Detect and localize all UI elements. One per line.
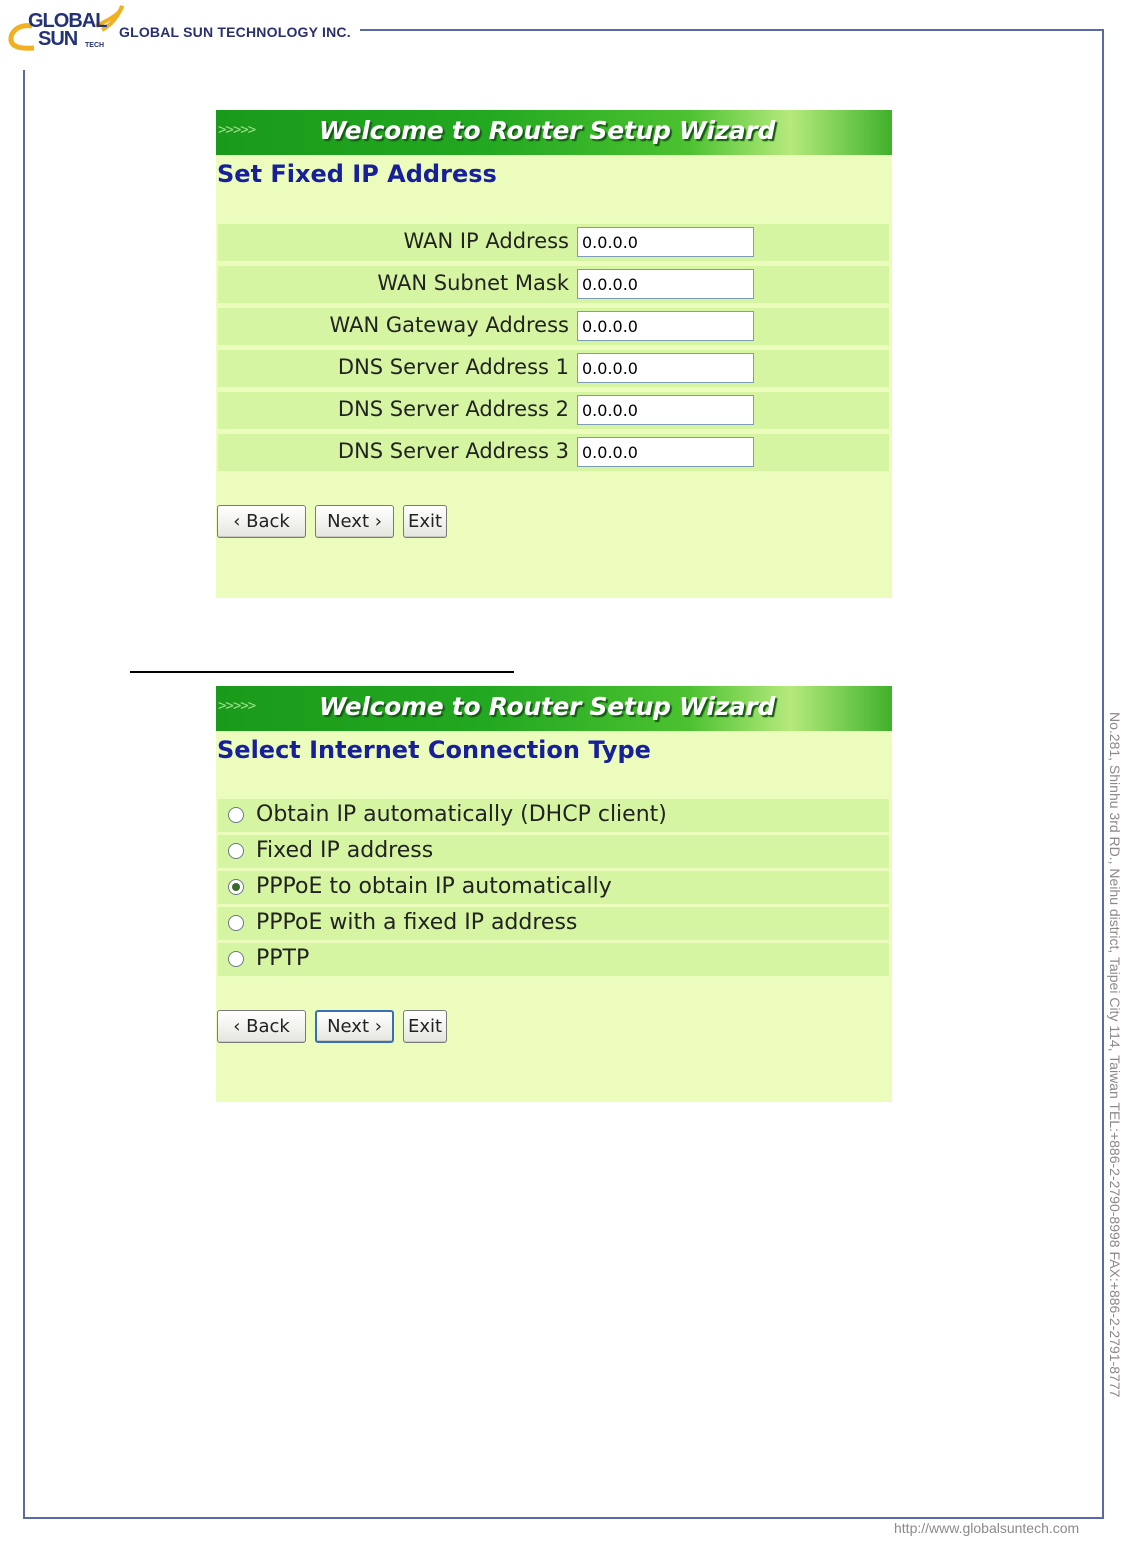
wizard-connection-type-panel xyxy=(216,686,892,1102)
dns1-input[interactable] xyxy=(577,353,754,383)
logo-line2: SUN xyxy=(38,28,78,50)
next-button[interactable]: Next › xyxy=(315,505,394,538)
frame-bottom-line xyxy=(23,1517,1104,1519)
option-pppoe-fixed[interactable] xyxy=(218,907,889,940)
dns3-input[interactable] xyxy=(577,437,754,467)
option-fixed-ip-label: Fixed IP address xyxy=(256,838,434,863)
logo-tag: TECH xyxy=(85,42,105,49)
wizard-banner xyxy=(216,110,892,155)
dns1-label: DNS Server Address 1 xyxy=(337,355,569,379)
back-button[interactable]: ‹ Back xyxy=(217,1010,306,1043)
wan-gateway-input[interactable] xyxy=(577,311,754,341)
banner-title: Welcome to Router Setup Wizard xyxy=(319,692,776,721)
frame-left-line xyxy=(23,70,25,1519)
banner-arrows-icon: >>>>> xyxy=(218,698,256,714)
radio-pptp[interactable] xyxy=(228,951,244,967)
section-separator xyxy=(130,671,514,673)
radio-dhcp[interactable] xyxy=(228,807,244,823)
field-row-dns3 xyxy=(218,434,889,471)
banner-title: Welcome to Router Setup Wizard xyxy=(319,116,776,145)
option-pppoe-auto[interactable] xyxy=(218,871,889,904)
section-title: Set Fixed IP Address xyxy=(217,160,497,188)
field-row-wan-ip xyxy=(218,224,889,261)
radio-fixed-ip[interactable] xyxy=(228,843,244,859)
option-pppoe-fixed-label: PPPoE with a fixed IP address xyxy=(256,910,578,935)
next-button[interactable]: Next › xyxy=(315,1010,394,1043)
option-pptp-label: PPTP xyxy=(256,946,310,971)
back-button[interactable]: ‹ Back xyxy=(217,505,306,538)
logo-line1: GLOBAL xyxy=(28,10,107,32)
wan-subnet-input[interactable] xyxy=(577,269,754,299)
option-pppoe-auto-label: PPPoE to obtain IP automatically xyxy=(256,874,612,899)
dns2-label: DNS Server Address 2 xyxy=(337,397,569,421)
exit-button[interactable]: Exit xyxy=(403,1010,447,1043)
exit-button[interactable]: Exit xyxy=(403,505,447,538)
wan-subnet-label: WAN Subnet Mask xyxy=(377,271,569,295)
field-row-wan-gateway xyxy=(218,308,889,345)
company-logo xyxy=(4,4,124,60)
footer-url: http://www.globalsuntech.com xyxy=(894,1520,1080,1536)
option-dhcp[interactable] xyxy=(218,799,889,832)
wan-gateway-label: WAN Gateway Address xyxy=(329,313,569,337)
section-title: Select Internet Connection Type xyxy=(217,736,651,764)
wizard-banner xyxy=(216,686,892,731)
wan-ip-label: WAN IP Address xyxy=(403,229,569,253)
wizard-fixed-ip-panel xyxy=(216,110,892,598)
dns2-input[interactable] xyxy=(577,395,754,425)
radio-pppoe-fixed[interactable] xyxy=(228,915,244,931)
radio-pppoe-auto[interactable] xyxy=(228,879,244,895)
company-name: GLOBAL SUN TECHNOLOGY INC. xyxy=(119,24,351,40)
field-row-dns1 xyxy=(218,350,889,387)
option-fixed-ip[interactable] xyxy=(218,835,889,868)
option-pptp[interactable] xyxy=(218,943,889,976)
wan-ip-input[interactable] xyxy=(577,227,754,257)
dns3-label: DNS Server Address 3 xyxy=(337,439,569,463)
frame-top-line xyxy=(360,29,1104,31)
company-address: No.281, Shinhu 3rd RD., Neihu district, Taipei City 114, Taiwan TEL:+886-2-2790-8998 FAX:+886-2-2791-8777 xyxy=(1107,712,1123,1398)
option-dhcp-label: Obtain IP automatically (DHCP client) xyxy=(256,802,667,827)
field-row-dns2 xyxy=(218,392,889,429)
banner-arrows-icon: >>>>> xyxy=(218,122,256,138)
field-row-wan-subnet xyxy=(218,266,889,303)
